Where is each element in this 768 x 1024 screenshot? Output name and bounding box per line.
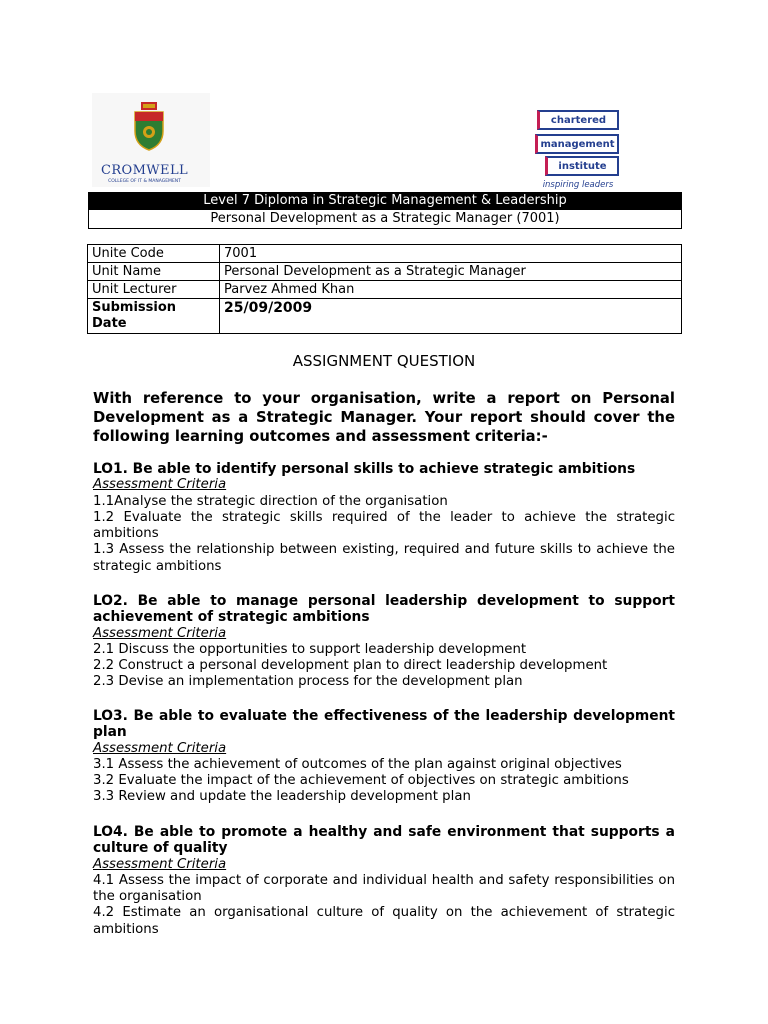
diploma-title: Level 7 Diploma in Strategic Management & Leadership — [88, 192, 682, 209]
learning-outcome-2 — [93, 593, 675, 691]
unit-subtitle: Personal Development as a Strategic Manager (7001) — [88, 209, 682, 229]
college-subtitle: COLLEGE OF IT & MANAGEMENT — [108, 179, 181, 184]
row-label: Unit Lecturer — [88, 281, 220, 299]
cmi-logo — [535, 108, 625, 192]
cmi-line-chartered: chartered — [537, 110, 619, 130]
criteria-label: Assessment Criteria — [93, 477, 227, 493]
row-value: 25/09/2009 — [220, 299, 682, 334]
crest-icon — [132, 101, 166, 151]
learning-outcome-1 — [93, 461, 675, 575]
criteria-label: Assessment Criteria — [93, 740, 227, 756]
learning-outcome-3 — [93, 708, 675, 806]
cmi-line-institute: institute — [545, 156, 619, 176]
row-value: Parvez Ahmed Khan — [220, 281, 682, 299]
criterion: 1.3 Assess the relationship between existing, required and future skills to achieve the strategic ambitions — [93, 542, 675, 574]
assignment-heading: ASSIGNMENT QUESTION — [292, 352, 476, 370]
row-value: Personal Development as a Strategic Manager — [220, 263, 682, 281]
criterion: 3.1 Assess the achievement of outcomes of the plan against original objectives — [93, 756, 622, 772]
criteria-label: Assessment Criteria — [93, 625, 227, 641]
row-label: Unite Code — [88, 245, 220, 263]
table-row — [88, 263, 682, 281]
criterion: 4.2 Estimate an organisational culture of quality on the achievement of strategic ambitions — [93, 905, 675, 937]
lo-heading: LO4. Be able to promote a healthy and safe environment that supports a culture of quality — [93, 824, 675, 857]
college-name: CROMWELL — [100, 163, 189, 178]
criterion: 2.2 Construct a personal development plan to direct leadership development — [93, 658, 608, 674]
lo-heading: LO2. Be able to manage personal leadership development to support achievement of strategic ambitions — [93, 593, 675, 626]
criterion: 1.1Analyse the strategic direction of the organisation — [93, 493, 448, 509]
cmi-tagline: inspiring leaders — [542, 180, 614, 190]
table-row — [88, 299, 682, 334]
row-label: Unit Name — [88, 263, 220, 281]
learning-outcome-4 — [93, 824, 675, 938]
lo-heading: LO3. Be able to evaluate the effectiveness of the leadership development plan — [93, 708, 675, 741]
cromwell-logo — [92, 93, 210, 187]
row-value: 7001 — [220, 245, 682, 263]
cmi-line-management: management — [535, 134, 619, 154]
lo-heading: LO1. Be able to identify personal skills to achieve strategic ambitions — [93, 461, 636, 477]
criterion: 4.1 Assess the impact of corporate and individual health and safety responsibilities on the organisation — [93, 872, 675, 905]
table-row — [88, 245, 682, 263]
criterion: 2.3 Devise an implementation process for the development plan — [93, 674, 523, 690]
criteria-label: Assessment Criteria — [93, 856, 227, 872]
criterion: 2.1 Discuss the opportunities to support leadership development — [93, 641, 527, 657]
intro-paragraph: With reference to your organisation, write a report on Personal Development as a Strategic Manager. Your report should cover the following learning outcomes and assessment criteria:- — [93, 390, 675, 445]
row-label: Submission Date — [88, 299, 220, 334]
unit-info-table — [87, 244, 682, 334]
criterion: 1.2 Evaluate the strategic skills required of the leader to achieve the strategic ambitions — [93, 509, 675, 542]
table-row — [88, 281, 682, 299]
criterion: 3.2 Evaluate the impact of the achievement of objectives on strategic ambitions — [93, 773, 629, 789]
criterion: 3.3 Review and update the leadership development plan — [93, 789, 471, 805]
